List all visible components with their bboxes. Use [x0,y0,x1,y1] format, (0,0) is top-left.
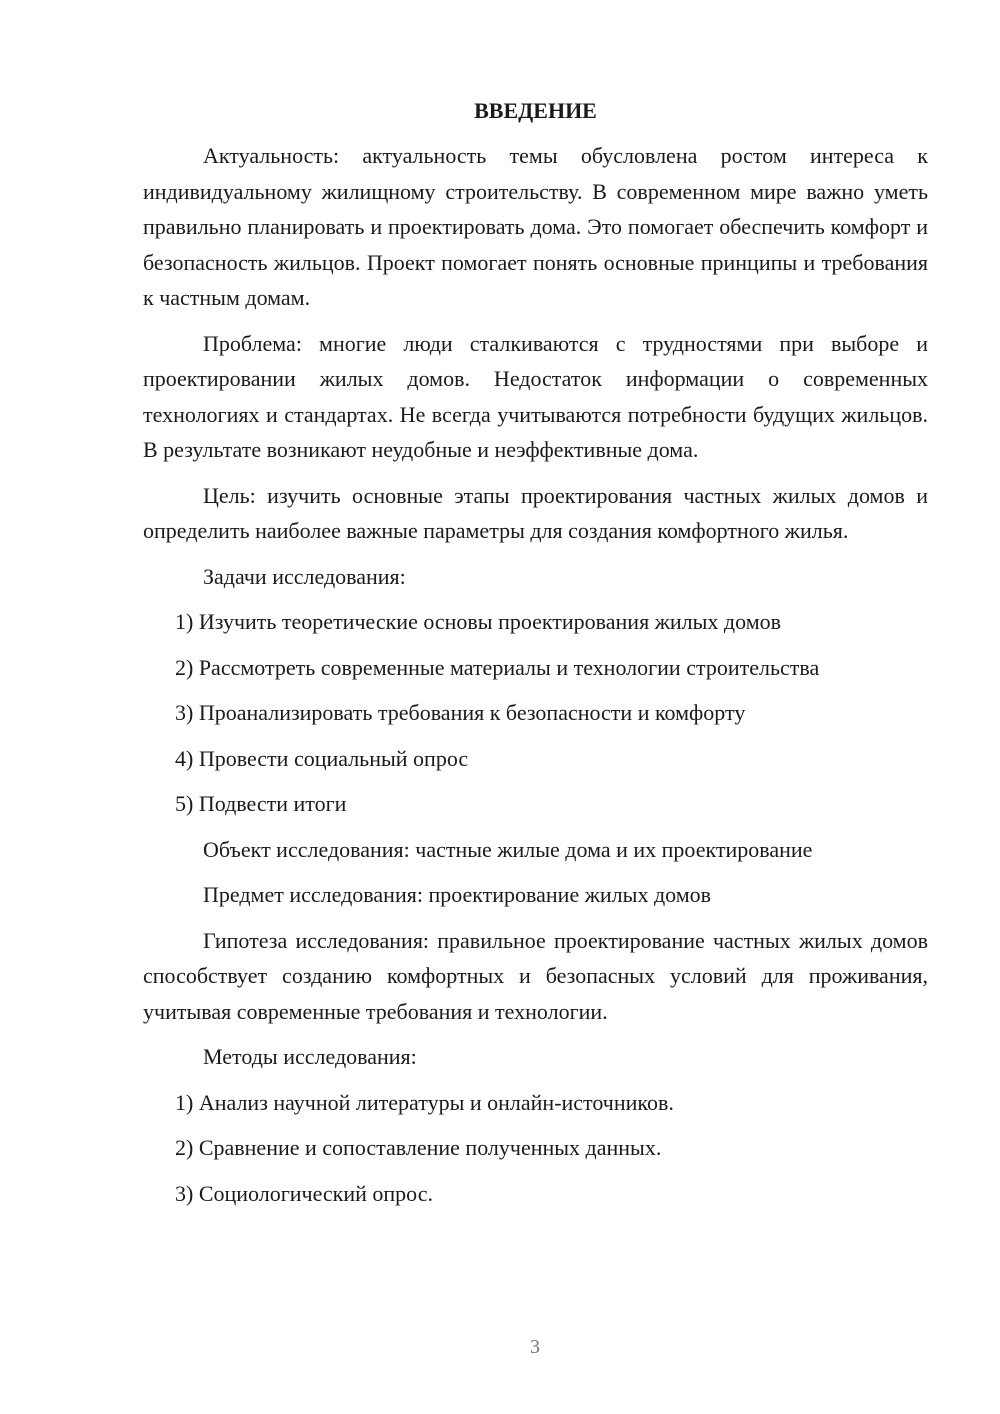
task-item: 2) Рассмотреть современные материалы и технологии строительства [175,654,820,680]
task-item: 5) Подвести итоги [175,791,347,816]
page-title: ВВЕДЕНИЕ [474,98,597,123]
method-item: 3) Социологический опрос. [175,1180,433,1206]
goal-paragraph: Цель: изучить основные этапы проектирования частных жилых домов и определить наиболее важные параметры для создания комфортного жилья. [143,482,928,543]
page-content [143,96,928,1221]
relevance-paragraph: Актуальность: актуальность темы обусловлена ростом интереса к индивидуальному жилищному строительству. В современном мире важно уметь правильно планировать и проектировать дома. Это помогает обеспечить комфорт и безопасность жильцов. Проект помогает понять основные принципы и требования к частным домам. [143,143,928,310]
task-item: 1) Изучить теоретические основы проектирования жилых домов [175,609,782,634]
problem-paragraph: Проблема: многие люди сталкиваются с трудностями при выборе и проектировании жилых домов. Недостаток информации о современных технологиях и стандартах. Не всегда учитываются потребности будущих жильцов. В результате возникают неудобные и неэффективные дома. [143,330,928,462]
tasks-list [143,604,928,822]
page-number: 3 [530,1336,540,1358]
method-item: 1) Анализ научной литературы и онлайн-источников. [175,1089,674,1115]
task-item: 3) Проанализировать требования к безопасности и комфорту [175,700,746,725]
hypothesis-paragraph: Гипотеза исследования: правильное проектирование частных жилых домов способствует созданию комфортных и безопасных условий для проживания, учитывая современные требования и технологии. [143,927,928,1024]
method-item: 2) Сравнение и сопоставление полученных данных. [175,1135,662,1160]
methods-heading: Методы исследования: [203,1044,417,1069]
research-object: Объект исследования: частные жилые дома и их проектирование [203,836,813,862]
methods-list [143,1085,928,1212]
research-subject: Предмет исследования: проектирование жилых домов [203,882,712,907]
task-item: 4) Провести социальный опрос [175,745,469,771]
tasks-heading: Задачи исследования: [203,563,406,589]
